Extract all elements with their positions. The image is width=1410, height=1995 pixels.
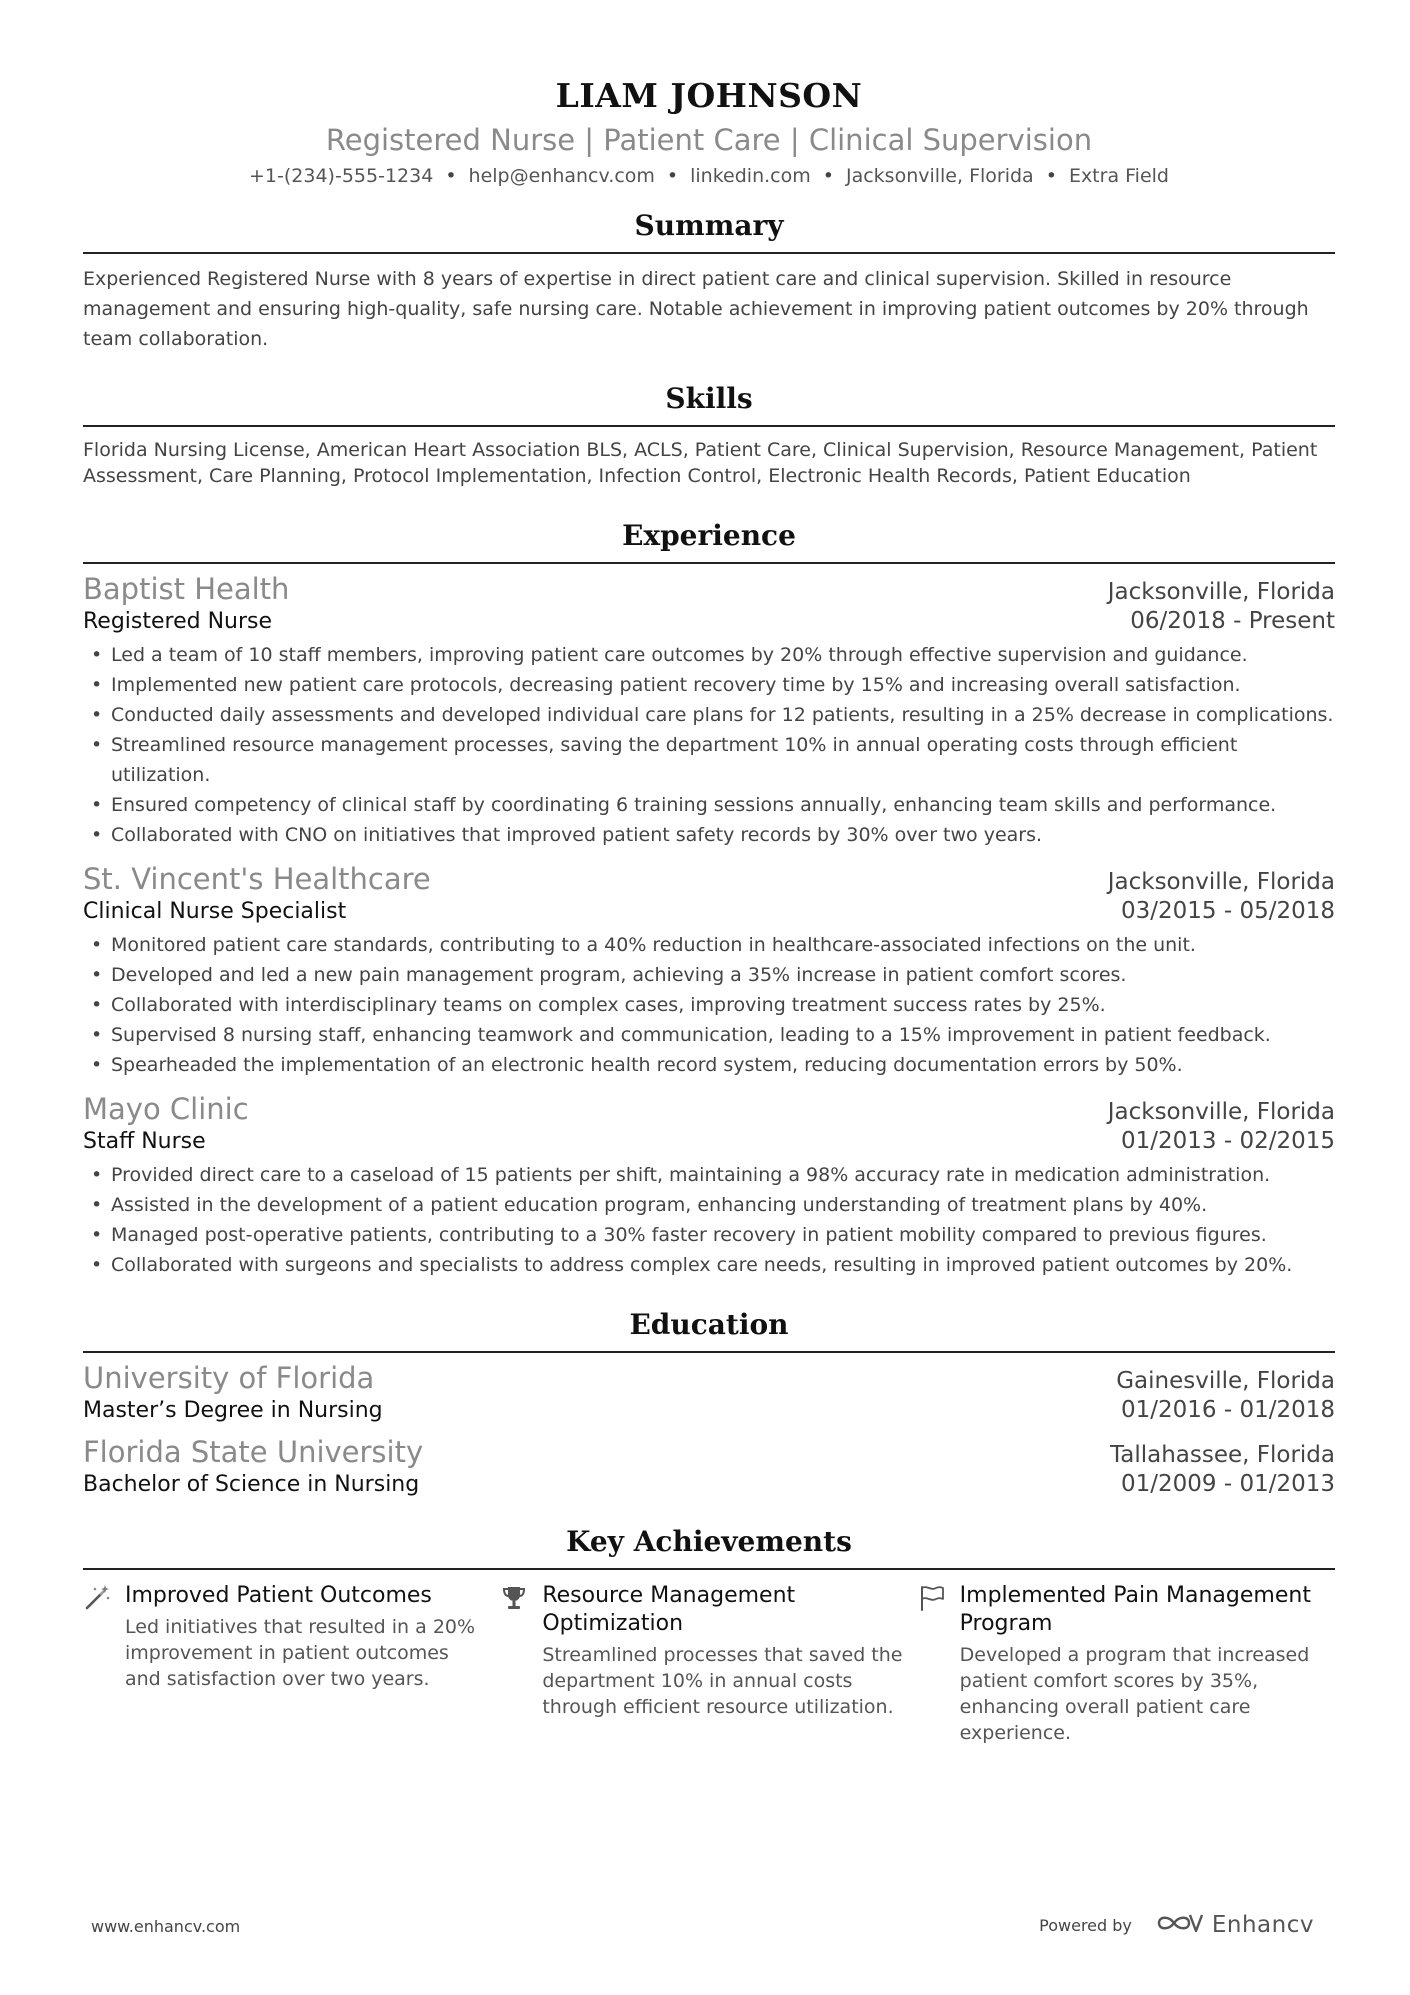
section-title-experience: Experience [83, 519, 1335, 564]
list-item: • Assisted in the development of a patient education program, enhancing understanding of treatment plans by 40%. [83, 1190, 1335, 1220]
skills-text: Florida Nursing License, American Heart Association BLS, ACLS, Patient Care, Clinical Supervision, Resource Management, Patient Assessment, Care Planning, Protocol Implementation, Infection Control, Electronic Health Records, Patient Education [83, 439, 1318, 487]
magic-wand-icon [83, 1582, 125, 1746]
section-title-summary: Summary [83, 209, 1335, 254]
list-item: • Implemented new patient care protocols, decreasing patient recovery time by 15% and increasing overall satisfaction. [83, 670, 1335, 700]
list-item: • Provided direct care to a caseload of 15 patients per shift, maintaining a 98% accuracy rate in medication administration. [83, 1160, 1335, 1190]
entry-header [83, 1092, 1335, 1126]
list-item: • Managed post-operative patients, contributing to a 30% faster recovery in patient mobility compared to previous figures. [83, 1220, 1335, 1250]
separator-dot: • [822, 165, 834, 187]
list-item: • Spearheaded the implementation of an electronic health record system, reducing documentation errors by 50%. [83, 1050, 1335, 1080]
achievement-item [918, 1582, 1335, 1746]
list-item: • Collaborated with interdisciplinary teams on complex cases, improving treatment success rates by 25%. [83, 990, 1335, 1020]
job-location: Jacksonville, Florida [1107, 1099, 1335, 1125]
brand-name[interactable]: Enhancv [1211, 1912, 1314, 1938]
contact-extra-field: Extra Field [1068, 165, 1169, 187]
enhancv-logo-icon [1156, 1910, 1204, 1940]
list-item: • Led a team of 10 staff members, improving patient care outcomes by 20% through effective supervision and guidance. [83, 640, 1335, 670]
separator-dot: • [666, 165, 679, 187]
achievement-description: Developed a program that increased patient comfort scores by 35%, enhancing overall patient care experience. [959, 1644, 1310, 1744]
company-name: Mayo Clinic [83, 1092, 249, 1126]
list-item: • Streamlined resource management processes, saving the department 10% in annual operating costs through efficient utilization. [83, 730, 1335, 790]
job-dates: 06/2018 - Present [1130, 608, 1335, 634]
job-title: Registered Nurse [83, 609, 273, 634]
job-dates: 03/2015 - 05/2018 [1120, 898, 1335, 924]
entry-subheader [83, 898, 1335, 924]
education-dates: 01/2009 - 01/2013 [1120, 1471, 1335, 1497]
entry-subheader [83, 1128, 1335, 1154]
candidate-headline: Registered Nurse | Patient Care | Clinical Supervision [325, 123, 1093, 157]
separator-dot: • [1045, 165, 1057, 187]
section-title-skills: Skills [83, 382, 1335, 427]
achievement-title: Implemented Pain Management Program [959, 1583, 1311, 1636]
degree-name: Bachelor of Science in Nursing [83, 1472, 420, 1497]
contact-linkedin[interactable]: linkedin.com [690, 165, 811, 187]
experience-entry [83, 572, 1335, 850]
list-item: • Collaborated with CNO on initiatives that improved patient safety records by 30% over two years. [83, 820, 1335, 850]
achievement-item [83, 1582, 500, 1746]
footer-branding [1039, 1910, 1314, 1940]
separator-dot: • [445, 165, 457, 187]
school-location: Tallahassee, Florida [1109, 1442, 1335, 1468]
section-title-achievements: Key Achievements [83, 1525, 1335, 1570]
achievement-body [960, 1582, 1335, 1746]
school-name: Florida State University [83, 1435, 424, 1469]
list-item: • Ensured competency of clinical staff by coordinating 6 training sessions annually, enhancing team skills and performance. [83, 790, 1335, 820]
summary-section [83, 209, 1335, 354]
list-item: • Developed and led a new pain management program, achieving a 35% increase in patient comfort scores. [83, 960, 1335, 990]
list-item: • Conducted daily assessments and developed individual care plans for 12 patients, resulting in a 25% decrease in complications. [83, 700, 1335, 730]
achievement-body [125, 1582, 500, 1746]
section-title-education: Education [83, 1308, 1335, 1353]
candidate-name: LIAM JOHNSON [555, 76, 863, 115]
education-entry [83, 1361, 1335, 1423]
entry-header [83, 1361, 1335, 1395]
education-section [83, 1308, 1335, 1497]
list-item: • Collaborated with surgeons and specialists to address complex care needs, resulting in improved patient outcomes by 20%. [83, 1250, 1335, 1280]
summary-text: Experienced Registered Nurse with 8 years of expertise in direct patient care and clinical supervision. Skilled in resource management and ensuring high-quality, safe nursing care. Notable achievement in improving patient outcomes by 20% through team collaboration. [83, 268, 1309, 350]
job-dates: 01/2013 - 02/2015 [1120, 1128, 1335, 1154]
entry-subheader [83, 1471, 1335, 1497]
company-name: Baptist Health [83, 572, 290, 606]
entry-subheader [83, 608, 1335, 634]
flag-icon [918, 1582, 960, 1746]
job-title: Clinical Nurse Specialist [83, 899, 347, 924]
achievement-description: Streamlined processes that saved the department 10% in annual costs through efficient resource utilization. [542, 1644, 903, 1718]
skills-section [83, 382, 1335, 489]
entry-header [83, 572, 1335, 606]
achievement-title: Resource Management Optimization [542, 1583, 796, 1636]
job-bullets [83, 640, 1335, 850]
achievement-item [500, 1582, 917, 1746]
job-location: Jacksonville, Florida [1107, 869, 1335, 895]
contact-phone[interactable]: +1-(234)-555-1234 [249, 165, 434, 187]
contact-line [83, 165, 1335, 187]
achievement-description: Led initiatives that resulted in a 20% improvement in patient outcomes and satisfaction over two years. [125, 1616, 476, 1690]
job-location: Jacksonville, Florida [1107, 579, 1335, 605]
contact-location: Jacksonville, Florida [845, 165, 1034, 187]
trophy-icon [500, 1582, 542, 1746]
education-dates: 01/2016 - 01/2018 [1120, 1397, 1335, 1423]
list-item: • Supervised 8 nursing staff, enhancing teamwork and communication, leading to a 15% improvement in patient feedback. [83, 1020, 1335, 1050]
school-location: Gainesville, Florida [1116, 1368, 1335, 1394]
degree-name: Master’s Degree in Nursing [83, 1398, 383, 1423]
entry-subheader [83, 1397, 1335, 1423]
job-title: Staff Nurse [83, 1129, 206, 1154]
experience-section [83, 519, 1335, 1280]
achievements-grid [83, 1582, 1335, 1746]
experience-entry [83, 862, 1335, 1080]
company-name: St. Vincent's Healthcare [83, 862, 431, 896]
list-item: • Monitored patient care standards, contributing to a 40% reduction in healthcare-associated infections on the unit. [83, 930, 1335, 960]
job-bullets [83, 930, 1335, 1080]
achievement-body [542, 1582, 917, 1746]
job-bullets [83, 1160, 1335, 1280]
resume-page [83, 0, 1335, 1746]
education-entry [83, 1435, 1335, 1497]
contact-email[interactable]: help@enhancv.com [468, 165, 655, 187]
achievements-section [83, 1525, 1335, 1746]
school-name: University of Florida [83, 1361, 375, 1395]
powered-by-label: Powered by [1039, 1915, 1132, 1935]
achievement-title: Improved Patient Outcomes [125, 1583, 432, 1608]
entry-header [83, 862, 1335, 896]
entry-header [83, 1435, 1335, 1469]
experience-entry [83, 1092, 1335, 1280]
footer-website[interactable]: www.enhancv.com [91, 1917, 241, 1936]
